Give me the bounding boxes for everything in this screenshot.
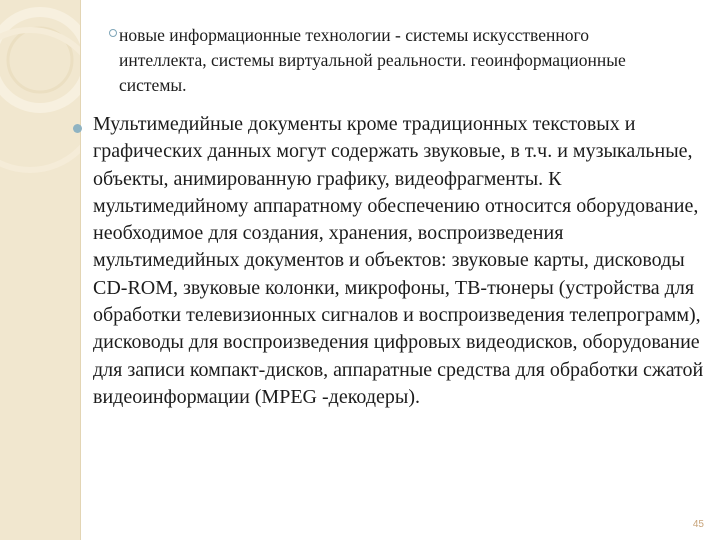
decorative-side-band [0,0,80,540]
circle-bullet-icon [109,29,117,37]
page-number: 45 [692,519,704,530]
sub-list-item: новые информационные технологии - системы искусственного интеллекта, системы виртуальной реальности. геоинформационные системы. [119,25,626,95]
dot-bullet-icon [73,124,82,133]
main-list-item: Мультимедийные документы кроме традиционных текстовых и графических данных могут содержать звуковые, в т.ч. и музыкальные, объекты, анимированную графику, видеофрагменты. К мультимедийному аппаратному обеспечению относится оборудование, необходимое для создания, хранения, воспроизведения мультимедийных документов и объектов: звуковые карты, дисководы CD-ROM, звуковые колонки, микрофоны, ТВ-тюнеры (устройства для обработки телевизионных сигналов и воспроизведения телепрограмм), дисководы для воспроизведения цифровых видеодисков, оборудование для записи компакт-дисков, аппаратные средства для обработки сжатой видеоинформации (MPEG -декодеры). [93,113,704,408]
slide-content [81,0,720,540]
decorative-circles [0,0,80,540]
